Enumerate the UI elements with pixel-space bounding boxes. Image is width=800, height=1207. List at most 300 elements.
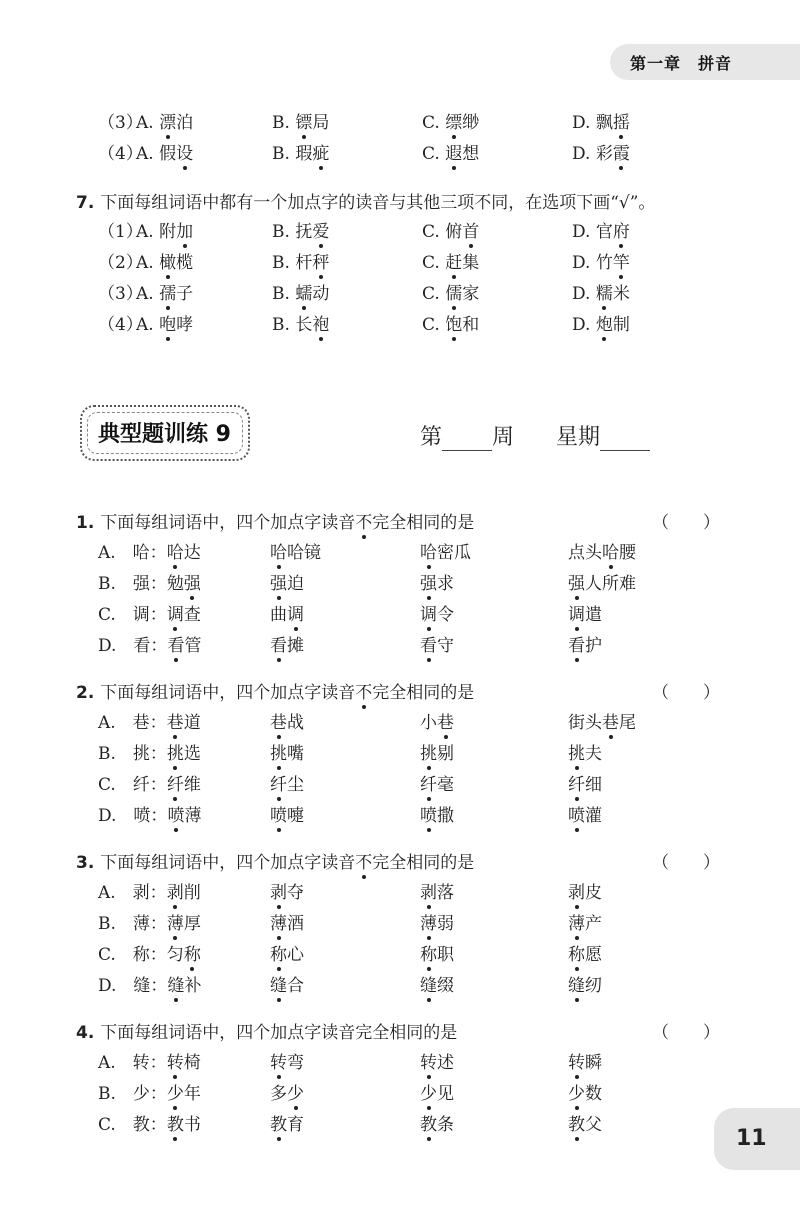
option: [420, 801, 454, 826]
dotted-char: 纤: [167, 770, 184, 795]
option: [98, 1079, 201, 1104]
dotted-char: 转: [420, 1048, 437, 1073]
option: [420, 940, 454, 965]
dotted-char: 首: [462, 217, 479, 242]
question-text: 完全相同的是: [372, 853, 475, 873]
dotted-char: 哈: [420, 538, 437, 563]
word-text: 摊: [287, 636, 304, 656]
dotted-char: 哈: [270, 538, 287, 563]
word-text: 书: [183, 1115, 201, 1135]
word-text: 细: [585, 775, 602, 795]
word-text: 条: [437, 1115, 454, 1135]
option: [98, 569, 201, 594]
option-letter: A.: [136, 315, 160, 335]
word-text: 嘴: [287, 744, 304, 764]
option: [420, 1110, 454, 1135]
answer-parentheses: （ ）: [652, 683, 720, 703]
option: [98, 538, 201, 563]
dotted-char: 调: [420, 600, 437, 625]
option: [98, 631, 201, 656]
dotted-char: 缝: [568, 971, 585, 996]
question-text: 下面每组词语中都有一个加点字的读音与其他三项不同，在选项下画“√”。: [100, 193, 656, 213]
word-text: 遣: [585, 605, 602, 625]
word-text: 哮: [176, 315, 194, 335]
dotted-char: 摇: [613, 108, 630, 133]
word-text: 附: [159, 222, 177, 242]
chapter-header-tab: [610, 44, 800, 80]
dotted-char: 纤: [568, 770, 585, 795]
word-text: 瑕: [295, 144, 313, 164]
word-text: B. 强：勉: [98, 574, 184, 594]
option-letter: C.: [422, 315, 446, 335]
word-text: 官: [595, 222, 613, 242]
word-text: 家: [462, 284, 480, 304]
option: [270, 1048, 304, 1073]
word-text: 局: [312, 113, 330, 133]
dotted-char: 调: [167, 600, 184, 625]
option: [136, 310, 193, 335]
dotted-char: 蠕: [295, 279, 312, 304]
word-text: 俯: [445, 222, 463, 242]
word-text: 街头: [568, 713, 602, 733]
question-text: 完全相同的是: [372, 513, 475, 533]
option: [568, 770, 602, 795]
option: [420, 1079, 454, 1104]
option: [270, 1110, 304, 1135]
option: [136, 248, 193, 273]
word-text: 杆: [295, 253, 313, 273]
dotted-char: 炮: [596, 310, 613, 335]
dotted-char: 看: [420, 631, 437, 656]
section-title: 典型题训练 9: [98, 422, 231, 447]
option: [422, 217, 479, 242]
word-text: 达: [183, 543, 201, 563]
option-letter: D.: [572, 315, 596, 335]
week-suffix: 周: [492, 425, 515, 450]
question-number: 3.: [76, 853, 101, 873]
question-title: [76, 508, 474, 533]
word-text: 毫: [437, 775, 454, 795]
dotted-char: 挑: [270, 739, 287, 764]
option-letter: C.: [422, 144, 446, 164]
question-title: [76, 848, 474, 873]
chapter-title: 第一章 拼音: [630, 54, 733, 73]
dotted-char: 哈: [602, 538, 619, 563]
dotted-char: 教: [420, 1110, 437, 1135]
dotted-char: 称: [184, 940, 201, 965]
option: [572, 217, 630, 242]
option: [136, 139, 193, 164]
word-text: 查: [183, 605, 201, 625]
option: [420, 971, 454, 996]
word-text: 年: [183, 1084, 201, 1104]
option: [422, 139, 479, 164]
dotted-char: 缥: [445, 108, 462, 133]
word-text: D. 看：: [98, 636, 168, 656]
option-letter: A.: [136, 113, 160, 133]
answer-parentheses: （ ）: [652, 513, 720, 533]
option-row-number: （1）: [98, 222, 143, 242]
word-text: A. 巷：: [98, 713, 167, 733]
dotted-char: 少: [568, 1079, 585, 1104]
dotted-char: 称: [420, 940, 437, 965]
option: [568, 708, 636, 733]
option: [420, 770, 454, 795]
dotted-char: 称: [270, 940, 287, 965]
dotted-char: 薄: [420, 909, 437, 934]
word-text: 迫: [287, 574, 304, 594]
option-letter: B.: [272, 144, 296, 164]
option: [272, 108, 329, 133]
question-title: [76, 678, 474, 703]
word-text: 竹: [595, 253, 613, 273]
dotted-char: 府: [613, 217, 630, 242]
dotted-char: 巷: [437, 708, 454, 733]
option: [270, 739, 304, 764]
word-text: 护: [585, 636, 602, 656]
word-text: 嚏: [287, 806, 304, 826]
option: [136, 108, 193, 133]
word-text: 飘: [595, 113, 613, 133]
word-text: 泊: [176, 113, 194, 133]
dotted-char: 薄: [568, 909, 585, 934]
word-text: 落: [437, 883, 454, 903]
word-text: 椅: [183, 1053, 201, 1073]
dotted-char: 薄: [167, 909, 184, 934]
option: [98, 940, 201, 965]
dotted-char: 巷: [167, 708, 184, 733]
dotted-char: 糯: [596, 279, 613, 304]
word-text: 战: [287, 713, 304, 733]
option: [420, 909, 454, 934]
word-text: 缈: [462, 113, 480, 133]
question-title: [76, 1018, 457, 1043]
dotted-char: 设: [176, 139, 193, 164]
word-text: 补: [184, 976, 202, 996]
word-text: 多: [270, 1084, 287, 1104]
option: [420, 569, 454, 594]
option: [568, 569, 636, 594]
word-text: 厚: [183, 914, 201, 934]
word-text: 点头: [568, 543, 602, 563]
dotted-char: 镖: [295, 108, 312, 133]
dotted-char: 喷: [167, 801, 184, 826]
word-text: 缀: [437, 976, 454, 996]
word-text: 述: [437, 1053, 454, 1073]
question-text: 完全相同的是: [372, 683, 475, 703]
word-text: 密瓜: [437, 543, 471, 563]
word-text: 抚: [295, 222, 313, 242]
option: [98, 909, 201, 934]
word-text: 纫: [585, 976, 602, 996]
dotted-char: 儒: [445, 279, 462, 304]
dotted-char: 不: [355, 508, 372, 533]
dotted-char: 饱: [445, 310, 462, 335]
word-text: 职: [437, 945, 454, 965]
word-text: 动: [312, 284, 330, 304]
option: [98, 1110, 201, 1135]
dotted-char: 少: [287, 1079, 304, 1104]
option-letter: C.: [422, 253, 446, 273]
option: [572, 248, 630, 273]
answer-parentheses: （ ）: [652, 853, 720, 873]
option: [420, 600, 454, 625]
word-text: D. 喷：: [98, 806, 168, 826]
word-text: 弯: [287, 1053, 304, 1073]
word-text: 守: [437, 636, 454, 656]
word-text: A. 哈：: [98, 543, 167, 563]
option: [420, 878, 454, 903]
option: [270, 770, 304, 795]
option: [270, 801, 304, 826]
option: [568, 878, 602, 903]
dotted-char: 教: [167, 1110, 184, 1135]
option-row-number: （4）: [98, 315, 143, 335]
option: [98, 878, 201, 903]
option-row-number: （4）: [98, 144, 143, 164]
word-text: 想: [462, 144, 480, 164]
option: [422, 108, 479, 133]
dotted-char: 调: [287, 600, 304, 625]
word-text: 道: [183, 713, 201, 733]
option: [98, 1048, 201, 1073]
option: [270, 940, 304, 965]
option: [270, 708, 304, 733]
question-text: 下面每组词语中，四个加点字读音完全相同的是: [100, 1023, 458, 1043]
word-text: 薄: [184, 806, 202, 826]
option: [136, 279, 193, 304]
page-number: 11: [736, 1126, 767, 1151]
option-letter: D.: [572, 222, 596, 242]
word-text: B. 薄：: [98, 914, 167, 934]
option: [568, 971, 602, 996]
dotted-char: 纤: [270, 770, 287, 795]
option: [270, 1079, 304, 1104]
week-blank: [442, 428, 492, 451]
option: [568, 739, 602, 764]
dotted-char: 爱: [312, 217, 329, 242]
dotted-char: 称: [568, 940, 585, 965]
word-text: 酒: [287, 914, 304, 934]
option: [568, 801, 602, 826]
option: [270, 569, 304, 594]
option: [572, 108, 630, 133]
option: [422, 279, 479, 304]
word-text: 夫: [585, 744, 602, 764]
word-text: 哈镜: [287, 543, 321, 563]
answer-parentheses: （ ）: [652, 1023, 720, 1043]
page-number-tab: [714, 1108, 800, 1170]
option: [568, 631, 602, 656]
word-text: 曲: [270, 605, 287, 625]
option: [568, 600, 602, 625]
option: [270, 631, 304, 656]
word-text: 撒: [437, 806, 454, 826]
dotted-char: 调: [568, 600, 585, 625]
word-text: 尾: [619, 713, 636, 733]
option: [572, 310, 630, 335]
question-number: 7.: [76, 193, 101, 213]
dotted-char: 挑: [167, 739, 184, 764]
option-letter: D.: [572, 113, 596, 133]
word-text: 瞬: [585, 1053, 602, 1073]
dotted-char: 看: [167, 631, 184, 656]
option: [572, 279, 630, 304]
option: [568, 940, 602, 965]
option: [422, 310, 479, 335]
dotted-char: 看: [270, 631, 287, 656]
dotted-char: 秤: [312, 248, 329, 273]
word-text: C. 教：: [98, 1115, 167, 1135]
option: [568, 909, 602, 934]
dotted-char: 竿: [613, 248, 630, 273]
dotted-char: 不: [355, 848, 372, 873]
option-letter: A.: [136, 222, 160, 242]
option: [568, 538, 636, 563]
dotted-char: 哈: [167, 538, 184, 563]
dotted-char: 少: [167, 1079, 184, 1104]
word-text: 弱: [437, 914, 454, 934]
option: [98, 600, 201, 625]
dotted-char: 转: [270, 1048, 287, 1073]
dotted-char: 喷: [420, 801, 437, 826]
option: [270, 971, 304, 996]
option: [272, 279, 329, 304]
question-text: 下面每组词语中，四个加点字读音: [100, 683, 356, 703]
word-text: 心: [287, 945, 304, 965]
dotted-char: 转: [167, 1048, 184, 1073]
question-text: 下面每组词语中，四个加点字读音: [100, 513, 356, 533]
word-text: 合: [287, 976, 304, 996]
dotted-char: 遐: [445, 139, 462, 164]
dotted-char: 缝: [420, 971, 437, 996]
word-text: 皮: [585, 883, 602, 903]
word-text: 削: [183, 883, 201, 903]
dotted-char: 孺: [159, 279, 176, 304]
dotted-char: 转: [568, 1048, 585, 1073]
option: [98, 770, 201, 795]
word-text: A. 转：: [98, 1053, 167, 1073]
dotted-char: 挑: [420, 739, 437, 764]
word-text: 数: [585, 1084, 602, 1104]
dotted-char: 剥: [420, 878, 437, 903]
word-text: 米: [612, 284, 630, 304]
word-text: C. 称：匀: [98, 945, 184, 965]
dotted-char: 漂: [159, 108, 176, 133]
option-row-number: （2）: [98, 253, 143, 273]
word-text: 尘: [287, 775, 304, 795]
option: [270, 538, 321, 563]
option-letter: C.: [422, 222, 446, 242]
option-row-number: （3）: [98, 113, 143, 133]
question-number: 2.: [76, 683, 101, 703]
weekday-blank: [600, 428, 650, 451]
dotted-char: 橄: [159, 248, 176, 273]
word-text: 求: [437, 574, 454, 594]
option: [272, 248, 329, 273]
question-text: 下面每组词语中，四个加点字读音: [100, 853, 356, 873]
word-text: B. 少：: [98, 1084, 167, 1104]
option-letter: C.: [422, 284, 446, 304]
word-text: 令: [437, 605, 454, 625]
option-letter: B.: [272, 253, 296, 273]
word-text: 夺: [287, 883, 304, 903]
word-text: 假: [159, 144, 177, 164]
dotted-char: 强: [184, 569, 201, 594]
option: [420, 708, 454, 733]
question-number: 1.: [76, 513, 101, 533]
option: [422, 248, 479, 273]
option: [420, 1048, 454, 1073]
word-text: 灌: [585, 806, 602, 826]
dotted-char: 纤: [420, 770, 437, 795]
option: [568, 1110, 602, 1135]
option: [420, 631, 454, 656]
dotted-char: 赶: [445, 248, 462, 273]
word-text: C. 纤：: [98, 775, 167, 795]
option-letter: B.: [272, 113, 296, 133]
option: [572, 139, 630, 164]
word-text: 育: [287, 1115, 304, 1135]
option: [270, 909, 304, 934]
word-text: D. 缝：: [98, 976, 168, 996]
option: [272, 139, 329, 164]
option-letter: B.: [272, 284, 296, 304]
word-text: 愿: [585, 945, 602, 965]
option: [98, 971, 201, 996]
dotted-char: 薄: [270, 909, 287, 934]
weekday-label: 星期: [556, 425, 601, 450]
dotted-char: 强: [270, 569, 287, 594]
option-letter: A.: [136, 253, 160, 273]
dotted-char: 强: [568, 569, 585, 594]
word-text: B. 挑：: [98, 744, 167, 764]
option: [270, 600, 304, 625]
word-text: 选: [183, 744, 201, 764]
weekday-field: [556, 420, 650, 451]
option-letter: B.: [272, 222, 296, 242]
word-text: 腰: [619, 543, 636, 563]
word-text: 产: [585, 914, 602, 934]
option: [568, 1079, 602, 1104]
dotted-char: 剥: [167, 878, 184, 903]
dotted-char: 喷: [270, 801, 287, 826]
word-text: A. 剥：: [98, 883, 167, 903]
word-text: 和: [462, 315, 480, 335]
dotted-char: 袍: [312, 310, 329, 335]
word-text: 小: [420, 713, 437, 733]
option-letter: A.: [136, 284, 160, 304]
option: [272, 217, 329, 242]
word-text: 制: [612, 315, 630, 335]
word-text: 父: [585, 1115, 602, 1135]
option: [98, 739, 201, 764]
word-text: 彩: [595, 144, 613, 164]
option: [98, 801, 201, 826]
option-letter: D.: [572, 284, 596, 304]
word-text: 人所难: [585, 574, 636, 594]
dotted-char: 教: [568, 1110, 585, 1135]
dotted-char: 巷: [602, 708, 619, 733]
dotted-char: 剥: [568, 878, 585, 903]
option: [98, 708, 201, 733]
week-prefix: 第: [420, 425, 443, 450]
dotted-char: 少: [420, 1079, 437, 1104]
option-letter: D.: [572, 144, 596, 164]
dotted-char: 加: [176, 217, 193, 242]
option: [420, 538, 471, 563]
word-text: 见: [437, 1084, 454, 1104]
